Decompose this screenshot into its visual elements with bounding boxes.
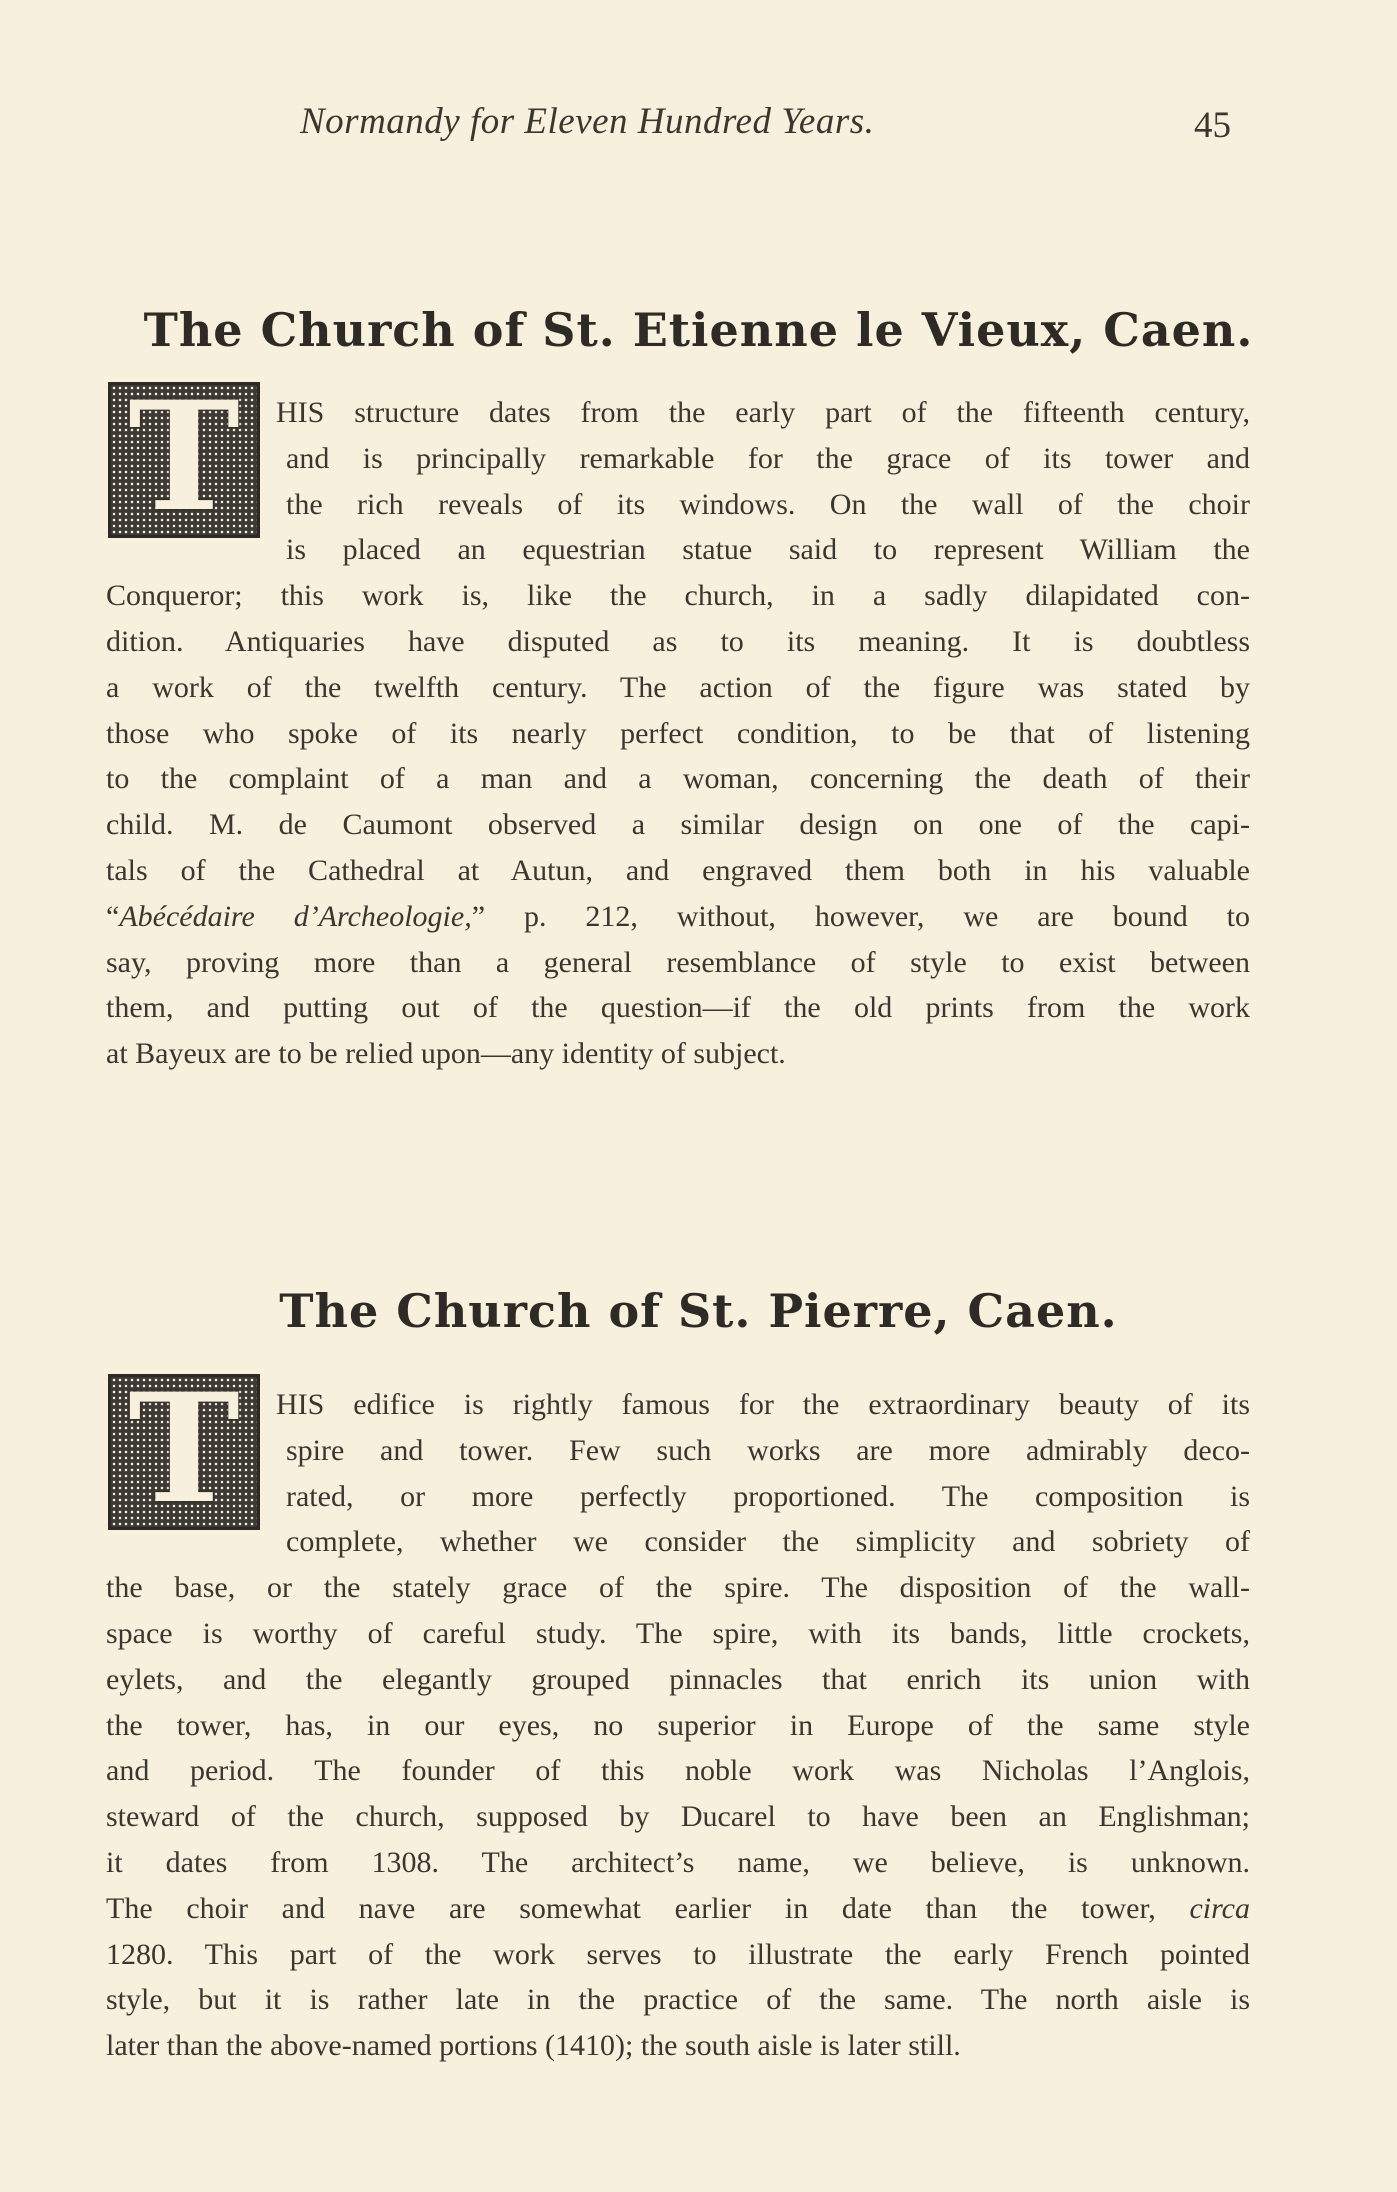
text-line xyxy=(106,802,1250,848)
text-segment: and period. The founder of this noble work was Nicholas l’Anglois, xyxy=(106,1754,1250,1788)
text-segment: ” p. 212, without, however, we are bound to xyxy=(471,899,1250,933)
text-line xyxy=(106,665,1250,711)
text-line xyxy=(106,1031,1250,1077)
text-segment: a work of the twelfth century. The action of the figure was stated by xyxy=(106,670,1250,704)
text-line xyxy=(106,619,1250,665)
text-segment: Conqueror; this work is, like the church, in a sadly dilapidated con- xyxy=(106,579,1250,613)
text-line xyxy=(106,894,1250,940)
text-segment: those who spoke of its nearly perfect condition, to be that of listening xyxy=(106,716,1250,750)
text-line xyxy=(286,436,1250,482)
text-line xyxy=(106,985,1250,1031)
text-segment: spire and tower. Few such works are more admirably deco- xyxy=(286,1433,1250,1467)
text-segment: space is worthy of careful study. The spire, with its bands, little crockets, xyxy=(106,1616,1250,1650)
text-line xyxy=(106,848,1250,894)
running-head: Normandy for Eleven Hundred Years. xyxy=(300,101,875,142)
text-line xyxy=(106,2023,1250,2069)
section-title: The Church of St. Pierre, Caen. xyxy=(279,1284,1118,1338)
text-segment: it dates from 1308. The architect’s name, we believe, is unknown. xyxy=(106,1845,1250,1879)
text-line xyxy=(286,1519,1250,1565)
initial-letter: T xyxy=(128,1374,240,1530)
text-line xyxy=(106,573,1250,619)
text-segment: tals of the Cathedral at Autun, and engraved them both in his valuable xyxy=(106,853,1250,887)
text-segment: child. M. de Caumont observed a similar design on one of the capi- xyxy=(106,808,1250,842)
text-line xyxy=(106,756,1250,802)
text-line xyxy=(106,1703,1250,1749)
text-line xyxy=(286,1474,1250,1520)
text-segment: 1280. This part of the work serves to illustrate the early French pointed xyxy=(106,1937,1250,1971)
text-line xyxy=(106,1611,1250,1657)
italic-text: circa xyxy=(1189,1891,1250,1925)
text-line xyxy=(106,1748,1250,1794)
text-segment: later than the above-named portions (1410); the south aisle is later still. xyxy=(106,2029,961,2063)
text-line xyxy=(106,1886,1250,1932)
text-segment: is placed an equestrian statue said to represent William the xyxy=(286,533,1250,567)
text-segment: HIS structure dates from the early part of the fifteenth century, xyxy=(276,396,1250,429)
section-paragraph xyxy=(106,1382,1250,2069)
text-segment: the base, or the stately grace of the spire. The disposition of the wall- xyxy=(106,1571,1250,1605)
text-segment: rated, or more perfectly proportioned. The composition is xyxy=(286,1479,1250,1513)
text-line xyxy=(276,1382,1250,1428)
text-line xyxy=(106,1977,1250,2023)
text-line xyxy=(286,527,1250,573)
text-line xyxy=(106,1657,1250,1703)
text-line xyxy=(286,482,1250,528)
text-line xyxy=(106,1565,1250,1611)
text-segment: steward of the church, supposed by Ducarel to have been an Englishman; xyxy=(106,1800,1250,1834)
text-segment: eylets, and the elegantly grouped pinnacles that enrich its union with xyxy=(106,1662,1250,1696)
text-line xyxy=(106,1840,1250,1886)
text-line xyxy=(106,1932,1250,1978)
initial-letter: T xyxy=(128,382,240,538)
text-segment: them, and putting out of the question—if the old prints from the work xyxy=(106,991,1250,1025)
text-segment: to the complaint of a man and a woman, concerning the death of their xyxy=(106,762,1250,796)
section-paragraph xyxy=(106,390,1250,1077)
text-segment: the rich reveals of its windows. On the wall of the choir xyxy=(286,487,1250,521)
text-segment: at Bayeux are to be relied upon—any identity of subject. xyxy=(106,1037,786,1071)
text-line xyxy=(106,1794,1250,1840)
page-number: 45 xyxy=(1194,105,1231,146)
text-segment: The choir and nave are somewhat earlier in date than the tower, xyxy=(106,1891,1190,1925)
text-line xyxy=(276,390,1250,436)
text-segment: dition. Antiquaries have disputed as to its meaning. It is doubtless xyxy=(106,624,1250,658)
text-segment: HIS edifice is rightly famous for the extraordinary beauty of its xyxy=(276,1388,1250,1421)
italic-text: Abécédaire d’Archeologie, xyxy=(119,899,472,933)
text-line xyxy=(106,711,1250,757)
text-line xyxy=(106,940,1250,986)
text-segment: style, but it is rather late in the practice of the same. The north aisle is xyxy=(106,1983,1250,2017)
text-segment: “ xyxy=(106,899,120,933)
section-title: The Church of St. Etienne le Vieux, Caen. xyxy=(143,303,1254,357)
text-segment: and is principally remarkable for the grace of its tower and xyxy=(286,441,1250,475)
text-line xyxy=(286,1428,1250,1474)
text-segment: say, proving more than a general resemblance of style to exist between xyxy=(106,945,1250,979)
text-segment: the tower, has, in our eyes, no superior in Europe of the same style xyxy=(106,1708,1250,1742)
text-segment: complete, whether we consider the simplicity and sobriety of xyxy=(286,1525,1250,1559)
